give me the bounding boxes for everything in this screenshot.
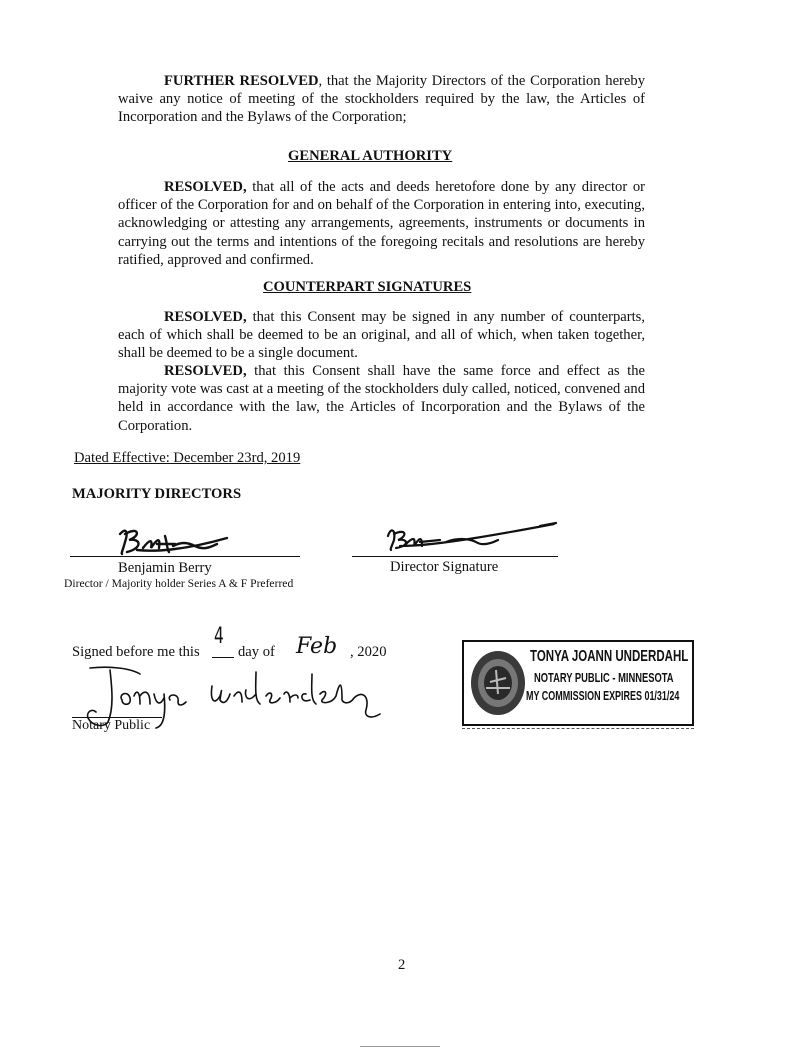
right-signature-line [352,556,558,557]
counterpart-signatures-heading: COUNTERPART SIGNATURES [263,279,472,295]
counterpart-para2-text: that this Consent shall have the same force and effect as the majority vote was cast at a meeting of the stockholders duly called, noticed, convened and held in accordance with the law, the Articles of Incorporation and the Bylaws of the Corporation. [118,363,645,434]
notary-month-value: Feb [296,634,338,659]
benjamin-berry-signature [95,520,245,560]
day-blank-line [212,657,234,658]
signed-before-prefix: Signed before me this [72,644,200,660]
notary-day-value: 4 [214,624,224,649]
counterpart-para1-lead: RESOLVED, [164,309,247,325]
minnesota-state-seal-icon [468,648,528,718]
counterpart-paragraph-2 [118,362,645,435]
signer-name: Benjamin Berry [118,560,212,576]
dated-effective: Dated Effective: December 23rd, 2019 [74,450,301,466]
counterpart-para1-text: that this Consent may be signed in any number of counterparts, each of which shall be deemed to be an original, and all of which, when taken together, shall be deemed to be a single document. [118,309,645,362]
notary-public-label: Notary Public [72,718,151,733]
further-resolved-paragraph [118,72,645,127]
notary-year: , 2020 [350,644,387,660]
majority-directors-heading: MAJORITY DIRECTORS [72,486,242,502]
stamp-title: NOTARY PUBLIC - MINNESOTA [534,670,674,685]
notary-stamp [458,636,698,732]
stamp-commission: MY COMMISSION EXPIRES 01/31/24 [526,688,680,703]
director-signature [360,516,560,556]
signer-title: Director / Majority holder Series A & F Preferred [64,577,294,590]
further-resolved-lead: FURTHER RESOLVED [164,73,319,89]
counterpart-para2-lead: RESOLVED, [164,363,247,379]
general-authority-text: that all of the acts and deeds heretofore done by any director or officer of the Corporation for and on behalf of the Corporation in entering into, executing, acknowledging or attesting any arrangements, agreements, instruments or documents in carrying out the terms and intentions of the foregoing recitals and resolutions are hereby ratified, approved and confirmed. [118,179,645,268]
general-authority-heading: GENERAL AUTHORITY [288,148,453,164]
general-authority-lead: RESOLVED, [164,179,247,195]
counterpart-paragraph-1 [118,308,645,363]
page-number: 2 [398,957,406,973]
stamp-name: TONYA JOANN UNDERDAHL [530,648,689,665]
stamp-bottom-rule [462,728,694,729]
bottom-scan-mark [360,1046,440,1047]
left-signature-line [70,556,300,557]
further-resolved-text: , that the Majority Directors of the Corporation hereby waive any notice of meeting of the stockholders required by the law, the Articles of Incorporation and the Bylaws of the Corporation; [118,73,645,126]
general-authority-paragraph [118,178,645,269]
day-of-text: day of [238,644,275,660]
signed-before-me-line [72,644,200,661]
director-signature-label: Director Signature [390,559,499,575]
